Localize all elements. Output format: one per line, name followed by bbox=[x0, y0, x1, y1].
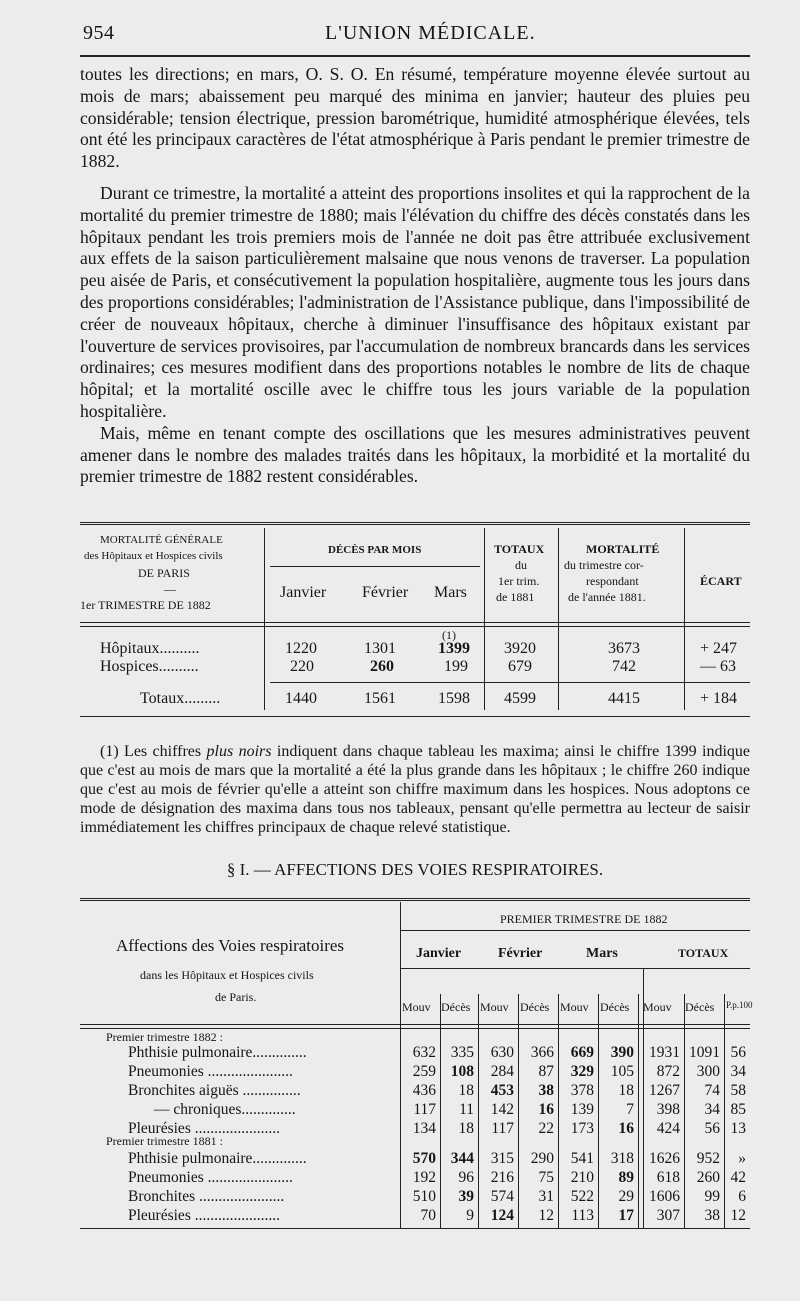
head-mortalite-2: du trimestre cor- bbox=[564, 558, 644, 572]
b2-cell-1-4: 210 bbox=[570, 1169, 594, 1186]
b1-cell-2-3: 38 bbox=[538, 1082, 554, 1099]
b2-cell-3-6: 307 bbox=[656, 1207, 680, 1224]
t2-subtitle-2: de Paris. bbox=[215, 990, 257, 1004]
head-mortalite-generale: MORTALITÉ GÉNÉRALE bbox=[100, 534, 223, 546]
cell-hospices-fevrier: 260 bbox=[370, 658, 394, 675]
paragraph-2: Durant ce trimestre, la mortalité a atteint des proportions insolites et qui la rapprochent de la mortalité du premier trimestre de 1880; mais l'élévation du chiffre des décès constatés dans les hôpitaux pendant les trois premiers mois de l'année ne doit pas être attribuée exclusivement aux effets de la saison particulièrement malsaine que nous venons de traverser. La population peu aisée de Paris, et consécutivement la population hospitalière, augmente tous les jours dans des proportions considérables; l'administration de l'Assistance publique, dans l'impossibilité de créer de nouveaux hôpitaux, cherche à diminuer l'insuffisance des hôpitaux existant par l'ouverture de services provisoires, par l'accumulation de nombreux brancards dans les services ordinaires; ces mesures modifient dans des proportions notables le nombre de lits de chaque hôpital; et la mortalité oscille avec le chiffre tous les jours variable de la population hospitalière. bbox=[80, 182, 750, 421]
b2-cell-2-8: 6 bbox=[738, 1188, 746, 1205]
b2-cell-0-0: 570 bbox=[412, 1150, 436, 1167]
b1-cell-0-3: 366 bbox=[530, 1044, 554, 1061]
head-dash: — bbox=[164, 582, 176, 596]
b2-cell-0-7: 952 bbox=[696, 1150, 720, 1167]
b1-cell-0-0: 632 bbox=[412, 1044, 436, 1061]
cell-hospices-1881: 742 bbox=[612, 658, 636, 675]
b2-cell-0-5: 318 bbox=[610, 1150, 634, 1167]
footnote-text: (1) Les chiffres plus noirs indiquent dans chaque tableau les maxima; ainsi le chiffre 1399 indique que c'est au mois de mars que la mortalité a été la plus grande dans les hôpitaux ; le chiffre 260 indique que c'est au mois de février qu'elle a atteint son chiffre maximum dans les hospices. Nous adoptons ce mode de désignation des maxima dans tous nos tableaux, pensant qu'elle permettra au lecteur de saisir immédiatement les chiffres principaux de chaque relevé statistique. bbox=[80, 743, 751, 836]
t2-col-head-3: Décès bbox=[520, 1000, 550, 1014]
t2-top-head: PREMIER TRIMESTRE DE 1882 bbox=[500, 912, 668, 926]
head-totaux-du: du bbox=[515, 558, 527, 572]
t2-group-fevrier: Février bbox=[498, 946, 543, 961]
b2-cell-1-3: 75 bbox=[538, 1169, 554, 1186]
cell-total-mars: 1598 bbox=[438, 690, 470, 707]
t2-title: Affections des Voies respiratoires bbox=[116, 936, 345, 955]
running-head-title: L'UNION MÉDICALE. bbox=[325, 22, 536, 44]
b1-cell-0-1: 335 bbox=[450, 1044, 474, 1061]
head-de-paris: DE PARIS bbox=[138, 566, 190, 580]
b2-cell-1-8: 42 bbox=[730, 1169, 746, 1186]
t2-subtitle-1: dans les Hôpitaux et Hospices civils bbox=[140, 968, 314, 982]
b2-cell-2-2: 574 bbox=[490, 1188, 514, 1205]
b1-cell-3-8: 85 bbox=[730, 1101, 746, 1118]
cell-hopitaux-1881: 3673 bbox=[608, 640, 640, 657]
b1-cell-1-8: 34 bbox=[730, 1063, 746, 1080]
b1-cell-3-5: 7 bbox=[626, 1101, 634, 1118]
b1-cell-1-5: 105 bbox=[610, 1063, 634, 1080]
head-totaux: TOTAUX bbox=[494, 542, 545, 556]
b2-cell-0-3: 290 bbox=[530, 1150, 554, 1167]
b2-cell-3-4: 113 bbox=[571, 1207, 594, 1224]
footnote bbox=[80, 742, 750, 837]
cell-hopitaux-janvier: 1220 bbox=[285, 640, 317, 657]
b1-cell-2-1: 18 bbox=[458, 1082, 474, 1099]
head-mortalite-4: de l'année 1881. bbox=[568, 590, 646, 604]
b1-cell-2-7: 74 bbox=[704, 1082, 720, 1099]
b2-cell-2-1: 39 bbox=[458, 1188, 474, 1205]
head-month-janvier: Janvier bbox=[280, 584, 327, 601]
table-top-rule bbox=[80, 522, 750, 525]
b1-cell-1-4: 329 bbox=[570, 1063, 594, 1080]
b2-cell-1-7: 260 bbox=[696, 1169, 720, 1186]
cell-total-janvier: 1440 bbox=[285, 690, 317, 707]
head-totaux-1881: de 1881 bbox=[496, 590, 535, 604]
cell-total-fevrier: 1561 bbox=[364, 690, 396, 707]
b1-cell-3-1: 11 bbox=[459, 1101, 474, 1118]
b2-cell-1-6: 618 bbox=[656, 1169, 680, 1186]
cell-total-totaux: 4599 bbox=[504, 690, 536, 707]
b1-cell-4-5: 16 bbox=[618, 1120, 634, 1137]
t2-block1-label: Premier trimestre 1882 : bbox=[106, 1030, 223, 1044]
b1-cell-1-3: 87 bbox=[538, 1063, 554, 1080]
b1-cell-4-0: 134 bbox=[412, 1120, 436, 1137]
b2-row-label-2: Bronchites ...................... bbox=[128, 1188, 285, 1205]
b1-cell-3-7: 34 bbox=[704, 1101, 720, 1118]
b1-cell-4-6: 424 bbox=[656, 1120, 680, 1137]
head-totaux-trim: 1er trim. bbox=[498, 574, 540, 588]
b2-row-label-1: Pneumonies ...................... bbox=[128, 1169, 293, 1186]
b2-cell-3-8: 12 bbox=[730, 1207, 746, 1224]
b1-cell-3-0: 117 bbox=[413, 1101, 436, 1118]
b1-cell-4-7: 56 bbox=[704, 1120, 720, 1137]
row-label-hospices: Hospices.......... bbox=[100, 658, 199, 675]
cell-total-ecart: + 184 bbox=[700, 690, 738, 707]
section-title: § I. — AFFECTIONS DES VOIES RESPIRATOIRES. bbox=[226, 860, 604, 879]
t2-block2-label: Premier trimestre 1881 : bbox=[106, 1134, 223, 1148]
head-mortalite-3: respondant bbox=[586, 574, 639, 588]
b1-row-label-3: — chroniques.............. bbox=[154, 1101, 296, 1118]
b2-cell-0-2: 315 bbox=[490, 1150, 514, 1167]
b2-cell-2-7: 99 bbox=[704, 1188, 720, 1205]
b1-row-label-2: Bronchites aiguës ............... bbox=[128, 1082, 301, 1099]
body-text bbox=[80, 64, 750, 488]
head-trimestre: 1er TRIMESTRE DE 1882 bbox=[80, 598, 211, 612]
b1-cell-3-6: 398 bbox=[656, 1101, 680, 1118]
head-ecart: ÉCART bbox=[700, 574, 742, 588]
b1-cell-2-4: 378 bbox=[570, 1082, 594, 1099]
b2-cell-3-1: 9 bbox=[466, 1207, 474, 1224]
cell-hopitaux-fevrier: 1301 bbox=[364, 640, 396, 657]
b1-row-label-0: Phthisie pulmonaire.............. bbox=[128, 1044, 307, 1061]
mortality-table bbox=[80, 522, 750, 722]
b1-cell-2-2: 453 bbox=[490, 1082, 514, 1099]
b2-cell-1-1: 96 bbox=[458, 1169, 474, 1186]
b2-cell-3-5: 17 bbox=[618, 1207, 634, 1224]
b1-cell-4-8: 13 bbox=[730, 1120, 746, 1137]
cell-hospices-mars: 199 bbox=[444, 658, 468, 675]
t2-col-head-8: P.p.100 bbox=[726, 1000, 753, 1010]
b2-cell-0-6: 1626 bbox=[649, 1150, 680, 1167]
paragraph-3: Mais, même en tenant compte des oscillations que les mesures administratives peuvent amener dans le nombre des malades traités dans les hôpitaux, la morbidité et la mortalité du premier trimestre de 1882 restent considérables. bbox=[80, 422, 750, 487]
b1-cell-3-4: 139 bbox=[570, 1101, 594, 1118]
b1-cell-0-8: 56 bbox=[730, 1044, 746, 1061]
t2-col-head-2: Mouv bbox=[480, 1000, 509, 1014]
b1-cell-0-4: 669 bbox=[570, 1044, 594, 1061]
b2-cell-1-2: 216 bbox=[490, 1169, 514, 1186]
b1-cell-1-7: 300 bbox=[696, 1063, 720, 1080]
row-label-hopitaux: Hôpitaux.......... bbox=[100, 640, 200, 657]
cell-total-1881: 4415 bbox=[608, 690, 640, 707]
b1-cell-2-6: 1267 bbox=[649, 1082, 680, 1099]
b1-cell-0-2: 630 bbox=[490, 1044, 514, 1061]
b1-cell-4-3: 22 bbox=[538, 1120, 554, 1137]
b1-cell-1-6: 872 bbox=[656, 1063, 680, 1080]
t2-col-head-6: Mouv bbox=[643, 1000, 672, 1014]
head-hopitaux-hospices: des Hôpitaux et Hospices civils bbox=[84, 550, 223, 562]
cell-hospices-totaux: 679 bbox=[508, 658, 532, 675]
b1-cell-3-3: 16 bbox=[538, 1101, 554, 1118]
b1-cell-2-8: 58 bbox=[730, 1082, 746, 1099]
b1-cell-4-1: 18 bbox=[458, 1120, 474, 1137]
b2-row-label-3: Pleurésies ...................... bbox=[128, 1207, 280, 1224]
b2-cell-2-0: 510 bbox=[412, 1188, 436, 1205]
b2-cell-1-5: 89 bbox=[618, 1169, 634, 1186]
note-marker: (1) bbox=[442, 628, 456, 642]
t2-col-head-7: Décès bbox=[685, 1000, 715, 1014]
cell-hospices-janvier: 220 bbox=[290, 658, 314, 675]
t2-col-head-1: Décès bbox=[441, 1000, 471, 1014]
footnote-emphasis: plus noirs bbox=[206, 743, 272, 760]
cell-hospices-ecart: — 63 bbox=[700, 658, 736, 675]
b1-cell-4-4: 173 bbox=[570, 1120, 594, 1137]
b1-cell-2-0: 436 bbox=[412, 1082, 436, 1099]
b1-cell-0-6: 1931 bbox=[649, 1044, 680, 1061]
b1-cell-1-1: 108 bbox=[450, 1063, 474, 1080]
t2-group-mars: Mars bbox=[586, 946, 618, 961]
b1-cell-2-5: 18 bbox=[618, 1082, 634, 1099]
page-number: 954 bbox=[83, 22, 115, 44]
b2-cell-3-0: 70 bbox=[420, 1207, 436, 1224]
cell-hopitaux-totaux: 3920 bbox=[504, 640, 536, 657]
b2-cell-2-3: 31 bbox=[538, 1188, 554, 1205]
t2-col-head-4: Mouv bbox=[560, 1000, 589, 1014]
b2-cell-0-1: 344 bbox=[450, 1150, 474, 1167]
head-month-mars: Mars bbox=[434, 584, 467, 601]
b1-cell-0-7: 1091 bbox=[689, 1044, 720, 1061]
t2-group-totaux: TOTAUX bbox=[678, 946, 729, 960]
b2-cell-3-7: 38 bbox=[704, 1207, 720, 1224]
b2-cell-0-8: » bbox=[738, 1150, 746, 1167]
cell-hopitaux-mars: 1399 bbox=[438, 640, 470, 657]
b2-cell-2-4: 522 bbox=[570, 1188, 594, 1205]
head-mortalite: MORTALITÉ bbox=[586, 542, 660, 556]
b1-row-label-1: Pneumonies ...................... bbox=[128, 1063, 293, 1080]
head-month-fevrier: Février bbox=[362, 584, 409, 601]
b1-cell-4-2: 117 bbox=[491, 1120, 514, 1137]
paragraph-1: toutes les directions; en mars, O. S. O. En résumé, température moyenne élevée surtout au mois de mars; abaissement peu marqué des minima en janvier; hauteur des pluies peu considérable; tension électrique, pression barométrique, humidité atmosphérique élevées, tels ont été les principaux caractères de l'état atmosphérique à Paris pendant le premier trimestre de 1882. bbox=[80, 64, 750, 172]
row-label-totaux: Totaux......... bbox=[140, 690, 221, 707]
header-rule bbox=[80, 55, 750, 57]
head-deces-par-mois: DÉCÈS PAR MOIS bbox=[328, 544, 422, 556]
b1-cell-0-5: 390 bbox=[610, 1044, 634, 1061]
b2-row-label-0: Phthisie pulmonaire.............. bbox=[128, 1150, 307, 1167]
running-header bbox=[0, 0, 800, 60]
b1-cell-3-2: 142 bbox=[490, 1101, 514, 1118]
b2-cell-2-5: 29 bbox=[618, 1188, 634, 1205]
b2-cell-3-2: 124 bbox=[490, 1207, 514, 1224]
t2-col-head-5: Décès bbox=[600, 1000, 630, 1014]
b1-cell-1-0: 259 bbox=[412, 1063, 436, 1080]
b1-row-label-4: Pleurésies ...................... bbox=[128, 1120, 280, 1137]
respiratory-table bbox=[80, 898, 753, 1238]
t2-col-head-0: Mouv bbox=[402, 1000, 431, 1014]
t2-group-janvier: Janvier bbox=[416, 946, 462, 961]
b2-cell-2-6: 1606 bbox=[649, 1188, 680, 1205]
b1-cell-1-2: 284 bbox=[490, 1063, 514, 1080]
b2-cell-0-4: 541 bbox=[570, 1150, 594, 1167]
cell-hopitaux-ecart: + 247 bbox=[700, 640, 738, 657]
b2-cell-1-0: 192 bbox=[412, 1169, 436, 1186]
b2-cell-3-3: 12 bbox=[538, 1207, 554, 1224]
